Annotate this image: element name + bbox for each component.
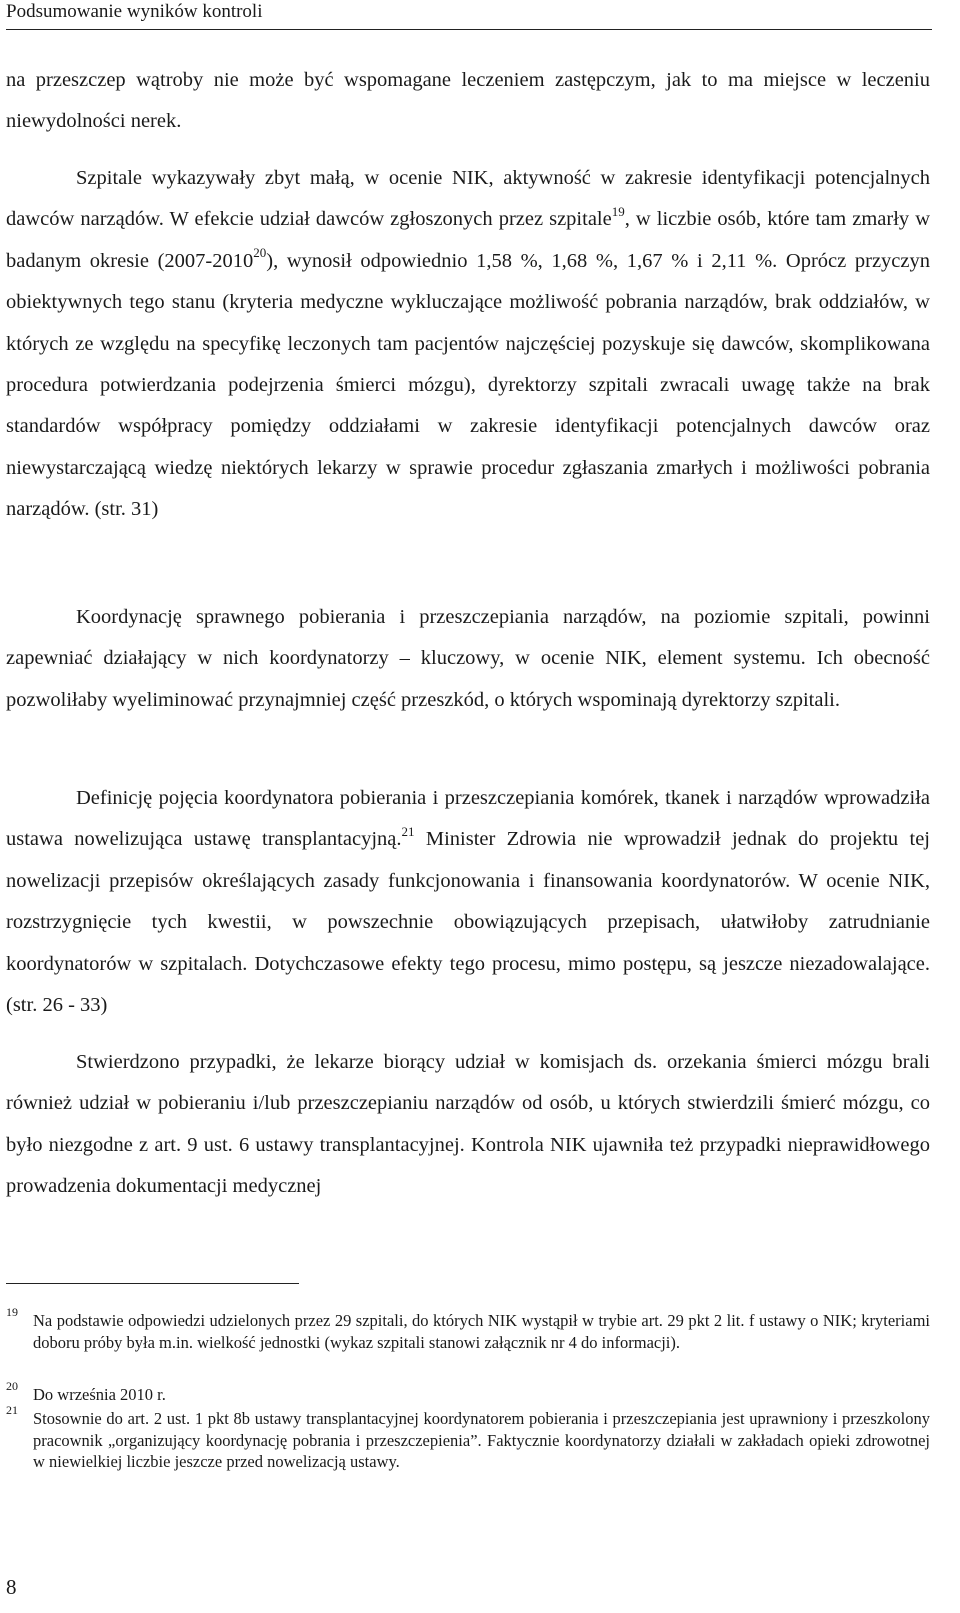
header-divider — [6, 29, 932, 30]
paragraph-2-text-a: Szpitale wykazywały zbyt małą, w ocenie NIK, aktywność w zakresie identyfikacji potencjalnych dawców narządów. W efekcie udział dawców zgłoszonych przez szpitale — [6, 167, 930, 231]
paragraph-2-text-b: , w liczbie osób, które tam zmarły w badanym okresie (2007-2010 — [6, 208, 931, 272]
footnote-number: 21 — [6, 1403, 18, 1417]
footnote-ref-19: 19 — [611, 203, 625, 219]
footnote-ref-20: 20 — [253, 244, 267, 260]
footnote-20 — [6, 1379, 930, 1406]
footnote-text: Stosownie do art. 2 ust. 1 pkt 8b ustawy transplantacyjnej koordynatorem pobierania i przeszczepiania jest uprawniony i przeszkolony pracownik „organizujący koordynację pobrania i przeszczepienia”. Faktycznie koordynatorzy działali w zakładach opieki zdrowotnej w niewielkiej liczbie jeszcze przed nowelizacją ustawy. — [33, 1409, 930, 1471]
paragraph-5-text: Stwierdzono przypadki, że lekarze biorący udział w komisjach ds. orzekania śmierci mózgu brali również udział w pobieraniu i/lub przeszczepianiu narządów od osób, u których stwierdzili śmierć mózgu, co było niezgodne z art. 9 ust. 6 ustawy transplantacyjnej. Kontrola NIK ujawniła też przypadki nieprawidłowego prowadzenia dokumentacji medycznej — [6, 1051, 930, 1198]
running-header: Podsumowanie wyników kontroli — [6, 1, 263, 22]
paragraph-2-text-c: ), wynosił odpowiednio 1,58 %, 1,68 %, 1,67 % i 2,11 %. Oprócz przyczyn obiektywnych tego stanu (kryteria medyczne wykluczające możliwość pobrania narządów, brak oddziałów, w których ze względu na specyfikę leczonych tam pacjentów najczęściej pozyskuje się dawców, skomplikowana procedura potwierdzania podejrzenia śmierci mózgu), dyrektorzy szpitali zwracali uwagę także na brak standardów współpracy pomiędzy oddziałami w zakresie identyfikacji potencjalnych dawców oraz niewystarczającą wiedzę niektórych lekarzy w sprawie procedur zgłaszania zmarłych i możliwości pobrania narządów. (str. 31) — [6, 249, 930, 521]
footnote-text: Na podstawie odpowiedzi udzielonych przez 29 szpitali, do których NIK wystąpił w trybie art. 29 pkt 2 lit. f ustawy o NIK; kryteriami doboru próby była m.in. wielkość jednostki (wykaz szpitali stanowi załącznik nr 4 do informacji). — [33, 1311, 930, 1352]
paragraph-4-text-b: Minister Zdrowia nie wprowadził jednak do projektu tej nowelizacji przepisów określających zasady funkcjonowania i finansowania koordynatorów. W ocenie NIK, rozstrzygnięcie tych kwestii, w powszechnie obowiązujących przepisach, ułatwiłoby zatrudnianie koordynatorów w szpitalach. Dotychczasowe efekty tego procesu, mimo postępu, są jeszcze niezadowalające. (str. 26 - 33) — [6, 828, 930, 1017]
footnote-divider — [6, 1283, 299, 1284]
paragraph-4 — [6, 778, 930, 1026]
footnote-21 — [6, 1403, 930, 1473]
footnote-number: 20 — [6, 1379, 18, 1393]
paragraph-3-text: Koordynację sprawnego pobierania i przeszczepiania narządów, na poziomie szpitali, powinni zapewniać działający w nich koordynatorzy – kluczowy, w ocenie NIK, element systemu. Ich obecność pozwoliłaby wyeliminować przynajmniej część przeszkód, o których wspominają dyrektorzy szpitali. — [6, 606, 930, 711]
paragraph-1-text: na przeszczep wątroby nie może być wspomagane leczeniem zastępczym, jak to ma miejsce w leczeniu niewydolności nerek. — [6, 69, 930, 133]
footnote-number: 19 — [6, 1305, 18, 1319]
paragraph-3 — [6, 597, 930, 721]
footnote-text: Do września 2010 r. — [33, 1385, 166, 1404]
page-number: 8 — [6, 1575, 17, 1599]
footnote-ref-21: 21 — [401, 823, 415, 839]
paragraph-1 — [6, 60, 930, 143]
footnote-19 — [6, 1305, 930, 1353]
paragraph-2 — [6, 158, 930, 531]
paragraph-5 — [6, 1042, 930, 1208]
paragraph-4-text-a: Definicję pojęcia koordynatora pobierania i przeszczepiania komórek, tkanek i narządów wprowadziła ustawa nowelizująca ustawę transplantacyjną. — [6, 787, 930, 851]
